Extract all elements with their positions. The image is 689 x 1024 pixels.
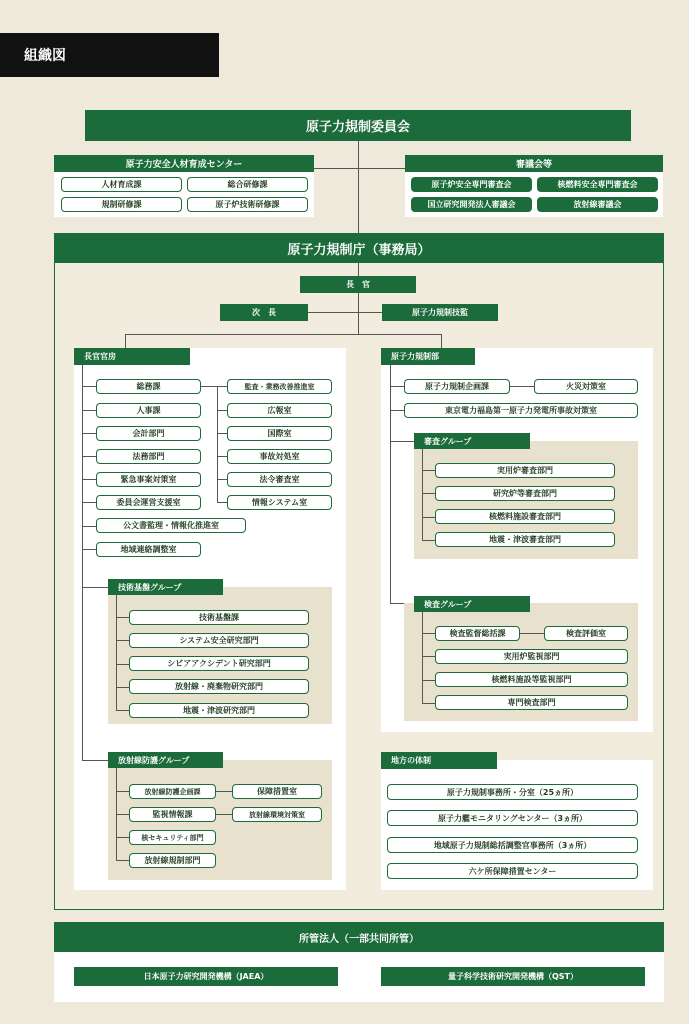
corporation-item: 日本原子力研究開発機構（JAEA） [74, 967, 338, 986]
connector-line [82, 365, 83, 760]
review-item: 実用炉審査部門 [435, 463, 615, 478]
director-box [300, 276, 416, 293]
secretariat-title [74, 348, 190, 365]
secretariat-item: 緊急事案対策室 [96, 472, 201, 487]
inspection-item: 実用炉監視部門 [435, 649, 628, 664]
review-group-title [414, 433, 530, 449]
connector-line [217, 410, 227, 411]
inspection-evaluation: 検査評価室 [544, 626, 628, 641]
radiation-item: 放射線規制部門 [129, 853, 216, 868]
secretariat-office: 事故対処室 [227, 449, 332, 464]
connector-line [422, 493, 435, 494]
regional-item: 原子力艦モニタリングセンター（3ヵ所） [387, 810, 638, 826]
connector-line [358, 263, 359, 335]
regional-title [381, 752, 497, 769]
fukushima-office: 東京電力福島第一原子力発電所事故対策室 [404, 403, 638, 418]
secretariat-office: 法令審査室 [227, 472, 332, 487]
connector-line [116, 860, 129, 861]
connector-line [116, 595, 117, 711]
connector-line [217, 386, 227, 387]
councils-title [405, 155, 663, 172]
connector-line [217, 433, 227, 434]
inspection-group-title [414, 596, 530, 612]
disaster-office: 火災対策室 [534, 379, 638, 394]
radiation-office: 保障措置室 [232, 784, 322, 799]
connector-line [82, 760, 108, 761]
deputy-text: 次 長 [252, 308, 276, 317]
secretariat-item: 会計部門 [96, 426, 201, 441]
regional-title-text: 地方の体制 [391, 756, 431, 765]
secretariat-office: 国際室 [227, 426, 332, 441]
connector-line [82, 456, 96, 457]
connector-line [116, 640, 129, 641]
connector-line [510, 386, 534, 387]
secretariat-wide-item: 公文書監理・情報化推進室 [96, 518, 246, 533]
tech-group-item: 地震・津波研究部門 [129, 703, 309, 718]
connector-line [216, 814, 232, 815]
radiation-group-title-text: 放射線防護グループ [118, 755, 190, 765]
connector-line [390, 441, 414, 442]
connector-line [217, 386, 218, 503]
connector-line [390, 410, 404, 411]
connector-line [422, 540, 435, 541]
page-title-text: 組織図 [24, 48, 66, 64]
connector-line [116, 710, 129, 711]
tech-group-item: 放射線・廃棄物研究部門 [129, 679, 309, 694]
tech-counselor-text: 原子力規制技監 [412, 308, 468, 317]
connector-line [116, 617, 129, 618]
secretariat-office: 広報室 [227, 403, 332, 418]
tech-group-item: 技術基盤課 [129, 610, 309, 625]
council-item: 核燃料安全専門審査会 [537, 177, 658, 192]
tech-counselor-box [382, 304, 498, 321]
training-center-title [54, 155, 314, 172]
radiation-group-title [108, 752, 223, 768]
regional-item: 原子力規制事務所・分室（25ヵ所） [387, 784, 638, 800]
training-item: 原子炉技術研修課 [187, 197, 308, 212]
connector-line [422, 612, 423, 703]
regulation-dept-title-text: 原子力規制部 [391, 352, 439, 361]
connector-line [441, 334, 442, 348]
connector-line [82, 410, 96, 411]
connector-line [125, 334, 442, 335]
connector-line [216, 791, 232, 792]
connector-line [520, 633, 544, 634]
connector-line [82, 386, 96, 387]
corporations-title-text: 所管法人（一部共同所管） [299, 933, 419, 945]
inspection-item: 核燃料施設等監視部門 [435, 672, 628, 687]
council-item: 原子炉安全専門審査会 [411, 177, 532, 192]
connector-line [217, 479, 227, 480]
review-item: 核燃料施設審査部門 [435, 509, 615, 524]
tech-group-item: シビアアクシデント研究部門 [129, 656, 309, 671]
connector-line [82, 502, 96, 503]
connector-line [82, 549, 96, 550]
commission-title: 原子力規制委員会 [305, 120, 410, 135]
radiation-item: 核セキュリティ部門 [129, 830, 216, 845]
deputy-box [220, 304, 308, 321]
connector-line [358, 140, 359, 233]
regulation-dept-title [381, 348, 475, 365]
connector-line [125, 334, 126, 348]
secretariat-office: 監査・業務改善推進室 [227, 379, 332, 394]
corporations-title [54, 922, 664, 952]
connector-line [82, 433, 96, 434]
agency-title [54, 233, 664, 263]
connector-line [82, 587, 108, 588]
secretariat-office: 情報システム室 [227, 495, 332, 510]
radiation-office: 放射線環境対策室 [232, 807, 322, 822]
secretariat-item: 総務課 [96, 379, 201, 394]
tech-group-item: システム安全研究部門 [129, 633, 309, 648]
councils-title-text: 審議会等 [515, 160, 552, 170]
connector-line [82, 526, 96, 527]
inspection-planning: 検査監督総括課 [435, 626, 520, 641]
page-title [0, 33, 219, 77]
tech-group-title [108, 579, 223, 595]
corporation-item: 量子科学技術研究開発機構（QST） [381, 967, 645, 986]
review-item: 研究炉等審査部門 [435, 486, 615, 501]
connector-line [422, 703, 435, 704]
review-group-title-text: 審査グループ [424, 436, 472, 446]
radiation-item: 放射線防護企画課 [129, 784, 216, 799]
connector-line [116, 837, 129, 838]
training-item: 総合研修課 [187, 177, 308, 192]
connector-line [201, 386, 217, 387]
council-item: 国立研究開発法人審議会 [411, 197, 532, 212]
connector-line [308, 312, 382, 313]
connector-line [422, 517, 435, 518]
radiation-item: 監視情報課 [129, 807, 216, 822]
connector-line [422, 680, 435, 681]
connector-line [116, 687, 129, 688]
secretariat-item: 人事課 [96, 403, 201, 418]
training-item: 人材育成課 [61, 177, 182, 192]
inspection-item: 専門検査部門 [435, 695, 628, 710]
connector-line [390, 365, 391, 603]
inspection-group-title-text: 検査グループ [424, 599, 472, 609]
director-text: 長 官 [346, 280, 370, 289]
tech-group-title-text: 技術基盤グループ [118, 582, 182, 592]
training-item: 規制研修課 [61, 197, 182, 212]
connector-line [390, 386, 404, 387]
connector-line [422, 656, 435, 657]
connector-line [217, 502, 227, 503]
secretariat-title-text: 長官官房 [84, 352, 116, 361]
secretariat-item: 委員会運営支援室 [96, 495, 201, 510]
secretariat-item: 法務部門 [96, 449, 201, 464]
connector-line [422, 633, 435, 634]
regional-item: 六ケ所保障措置センター [387, 863, 638, 879]
secretariat-wide-item: 地域連絡調整室 [96, 542, 201, 557]
commission-box [85, 110, 631, 141]
connector-line [116, 791, 129, 792]
connector-line [116, 814, 129, 815]
connector-line [217, 456, 227, 457]
planning-division: 原子力規制企画課 [404, 379, 510, 394]
connector-line [422, 449, 423, 540]
regional-item: 地域原子力規制総括調整官事務所（3ヵ所） [387, 837, 638, 853]
review-item: 地震・津波審査部門 [435, 532, 615, 547]
connector-line [82, 479, 96, 480]
connector-line [116, 664, 129, 665]
training-center-title-text: 原子力安全人材育成センター [125, 160, 243, 170]
agency-title-text: 原子力規制庁（事務局） [287, 242, 431, 258]
connector-line [422, 470, 435, 471]
council-item: 放射線審議会 [537, 197, 658, 212]
connector-line [313, 168, 405, 169]
